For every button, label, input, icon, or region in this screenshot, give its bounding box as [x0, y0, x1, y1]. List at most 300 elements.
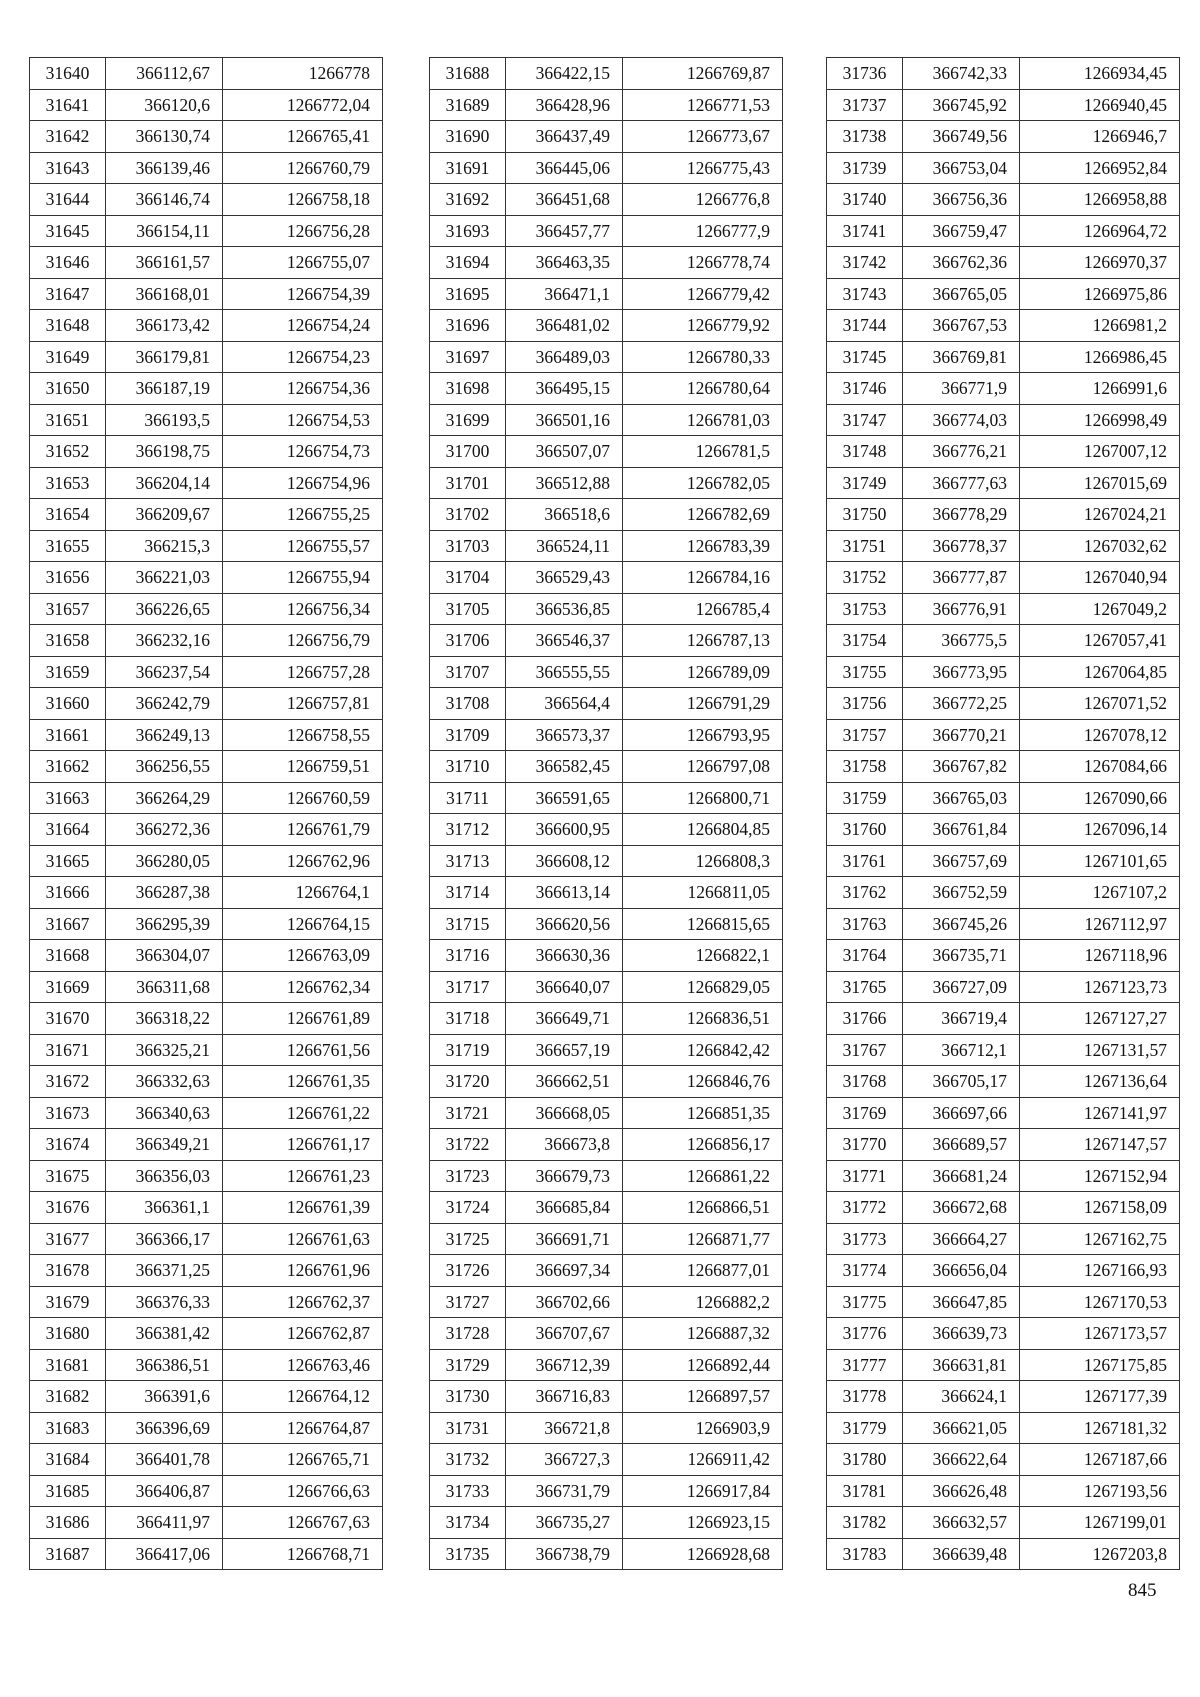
point-number-cell: 31771: [827, 1160, 903, 1192]
point-number-cell: 31669: [30, 971, 106, 1003]
page-number: 845: [1128, 1580, 1157, 1601]
x-coordinate-cell: 366776,91: [903, 593, 1020, 625]
point-number-cell: 31652: [30, 436, 106, 468]
x-coordinate-cell: 366749,56: [903, 121, 1020, 153]
point-number-cell: 31749: [827, 467, 903, 499]
x-coordinate-cell: 366209,67: [106, 499, 223, 531]
table-row: [430, 373, 783, 405]
x-coordinate-cell: 366417,06: [106, 1538, 223, 1570]
y-coordinate-cell: 1266986,45: [1020, 341, 1180, 373]
x-coordinate-cell: 366771,9: [903, 373, 1020, 405]
x-coordinate-cell: 366639,73: [903, 1318, 1020, 1350]
x-coordinate-cell: 366256,55: [106, 751, 223, 783]
x-coordinate-cell: 366340,63: [106, 1097, 223, 1129]
table-row: [30, 530, 383, 562]
x-coordinate-cell: 366647,85: [903, 1286, 1020, 1318]
y-coordinate-cell: 1266991,6: [1020, 373, 1180, 405]
table-row: [827, 1097, 1180, 1129]
table-row: [827, 593, 1180, 625]
table-row: [827, 1255, 1180, 1287]
point-number-cell: 31640: [30, 58, 106, 90]
point-number-cell: 31733: [430, 1475, 506, 1507]
table-row: [430, 877, 783, 909]
point-number-cell: 31755: [827, 656, 903, 688]
y-coordinate-cell: 1267152,94: [1020, 1160, 1180, 1192]
table-row: [827, 908, 1180, 940]
point-number-cell: 31679: [30, 1286, 106, 1318]
table-row: [430, 1286, 783, 1318]
table-row: [430, 1318, 783, 1350]
point-number-cell: 31759: [827, 782, 903, 814]
point-number-cell: 31695: [430, 278, 506, 310]
x-coordinate-cell: 366719,4: [903, 1003, 1020, 1035]
table-row: [430, 1507, 783, 1539]
point-number-cell: 31678: [30, 1255, 106, 1287]
point-number-cell: 31716: [430, 940, 506, 972]
table-row: [30, 593, 383, 625]
point-number-cell: 31648: [30, 310, 106, 342]
x-coordinate-cell: 366765,03: [903, 782, 1020, 814]
y-coordinate-cell: 1266887,32: [623, 1318, 783, 1350]
point-number-cell: 31778: [827, 1381, 903, 1413]
x-coordinate-cell: 366778,37: [903, 530, 1020, 562]
y-coordinate-cell: 1267107,2: [1020, 877, 1180, 909]
y-coordinate-cell: 1267078,12: [1020, 719, 1180, 751]
y-coordinate-cell: 1266764,15: [223, 908, 383, 940]
table-row: [30, 436, 383, 468]
x-coordinate-cell: 366727,09: [903, 971, 1020, 1003]
table-row: [430, 1381, 783, 1413]
y-coordinate-cell: 1266756,79: [223, 625, 383, 657]
table-row: [430, 688, 783, 720]
y-coordinate-cell: 1267015,69: [1020, 467, 1180, 499]
x-coordinate-cell: 366304,07: [106, 940, 223, 972]
point-number-cell: 31658: [30, 625, 106, 657]
point-number-cell: 31753: [827, 593, 903, 625]
point-number-cell: 31670: [30, 1003, 106, 1035]
y-coordinate-cell: 1266773,67: [623, 121, 783, 153]
y-coordinate-cell: 1266759,51: [223, 751, 383, 783]
y-coordinate-cell: 1266856,17: [623, 1129, 783, 1161]
table-row: [430, 908, 783, 940]
point-number-cell: 31696: [430, 310, 506, 342]
table-row: [430, 1349, 783, 1381]
y-coordinate-cell: 1266761,89: [223, 1003, 383, 1035]
point-number-cell: 31682: [30, 1381, 106, 1413]
y-coordinate-cell: 1266964,72: [1020, 215, 1180, 247]
table-row: [30, 1507, 383, 1539]
x-coordinate-cell: 366139,46: [106, 152, 223, 184]
table-row: [30, 562, 383, 594]
x-coordinate-cell: 366752,59: [903, 877, 1020, 909]
point-number-cell: 31674: [30, 1129, 106, 1161]
y-coordinate-cell: 1267040,94: [1020, 562, 1180, 594]
table-row: [430, 89, 783, 121]
point-number-cell: 31676: [30, 1192, 106, 1224]
y-coordinate-cell: 1266842,42: [623, 1034, 783, 1066]
table-row: [430, 1097, 783, 1129]
x-coordinate-cell: 366685,84: [506, 1192, 623, 1224]
point-number-cell: 31655: [30, 530, 106, 562]
table-row: [30, 688, 383, 720]
table-row: [827, 215, 1180, 247]
table-row: [827, 971, 1180, 1003]
y-coordinate-cell: 1266778,74: [623, 247, 783, 279]
y-coordinate-cell: 1267049,2: [1020, 593, 1180, 625]
table-row: [30, 908, 383, 940]
table-row: [827, 467, 1180, 499]
table-row: [430, 499, 783, 531]
point-number-cell: 31782: [827, 1507, 903, 1539]
point-number-cell: 31774: [827, 1255, 903, 1287]
y-coordinate-cell: 1266761,35: [223, 1066, 383, 1098]
table-row: [827, 1349, 1180, 1381]
table-row: [827, 1003, 1180, 1035]
table-row: [30, 58, 383, 90]
y-coordinate-cell: 1267084,66: [1020, 751, 1180, 783]
x-coordinate-cell: 366179,81: [106, 341, 223, 373]
y-coordinate-cell: 1267170,53: [1020, 1286, 1180, 1318]
x-coordinate-cell: 366237,54: [106, 656, 223, 688]
x-coordinate-cell: 366280,05: [106, 845, 223, 877]
point-number-cell: 31712: [430, 814, 506, 846]
point-number-cell: 31705: [430, 593, 506, 625]
point-number-cell: 31754: [827, 625, 903, 657]
y-coordinate-cell: 1266928,68: [623, 1538, 783, 1570]
point-number-cell: 31643: [30, 152, 106, 184]
y-coordinate-cell: 1266917,84: [623, 1475, 783, 1507]
point-number-cell: 31641: [30, 89, 106, 121]
point-number-cell: 31702: [430, 499, 506, 531]
x-coordinate-cell: 366215,3: [106, 530, 223, 562]
y-coordinate-cell: 1267193,56: [1020, 1475, 1180, 1507]
coordinate-table-3: [826, 57, 1180, 1570]
table-row: [430, 1003, 783, 1035]
point-number-cell: 31664: [30, 814, 106, 846]
x-coordinate-cell: 366767,82: [903, 751, 1020, 783]
table-row: [430, 719, 783, 751]
point-number-cell: 31647: [30, 278, 106, 310]
table-row: [30, 1003, 383, 1035]
table-row: [827, 1538, 1180, 1570]
point-number-cell: 31752: [827, 562, 903, 594]
y-coordinate-cell: 1266757,28: [223, 656, 383, 688]
point-number-cell: 31758: [827, 751, 903, 783]
x-coordinate-cell: 366657,19: [506, 1034, 623, 1066]
x-coordinate-cell: 366756,36: [903, 184, 1020, 216]
point-number-cell: 31671: [30, 1034, 106, 1066]
x-coordinate-cell: 366631,81: [903, 1349, 1020, 1381]
point-number-cell: 31767: [827, 1034, 903, 1066]
point-number-cell: 31657: [30, 593, 106, 625]
point-number-cell: 31644: [30, 184, 106, 216]
table-row: [827, 341, 1180, 373]
table-row: [30, 215, 383, 247]
x-coordinate-cell: 366774,03: [903, 404, 1020, 436]
x-coordinate-cell: 366457,77: [506, 215, 623, 247]
table-row: [430, 845, 783, 877]
point-number-cell: 31770: [827, 1129, 903, 1161]
y-coordinate-cell: 1266781,5: [623, 436, 783, 468]
table-row: [30, 877, 383, 909]
y-coordinate-cell: 1266782,05: [623, 467, 783, 499]
x-coordinate-cell: 366656,04: [903, 1255, 1020, 1287]
table-row: [430, 1223, 783, 1255]
table-row: [827, 1286, 1180, 1318]
x-coordinate-cell: 366640,07: [506, 971, 623, 1003]
table-row: [430, 1538, 783, 1570]
x-coordinate-cell: 366765,05: [903, 278, 1020, 310]
y-coordinate-cell: 1267071,52: [1020, 688, 1180, 720]
point-number-cell: 31721: [430, 1097, 506, 1129]
y-coordinate-cell: 1266776,8: [623, 184, 783, 216]
point-number-cell: 31750: [827, 499, 903, 531]
x-coordinate-cell: 366621,05: [903, 1412, 1020, 1444]
x-coordinate-cell: 366613,14: [506, 877, 623, 909]
y-coordinate-cell: 1266877,01: [623, 1255, 783, 1287]
point-number-cell: 31703: [430, 530, 506, 562]
table-row: [30, 341, 383, 373]
x-coordinate-cell: 366773,95: [903, 656, 1020, 688]
y-coordinate-cell: 1266804,85: [623, 814, 783, 846]
point-number-cell: 31720: [430, 1066, 506, 1098]
x-coordinate-cell: 366226,65: [106, 593, 223, 625]
point-number-cell: 31673: [30, 1097, 106, 1129]
table-row: [30, 1538, 383, 1570]
x-coordinate-cell: 366777,63: [903, 467, 1020, 499]
x-coordinate-cell: 366777,87: [903, 562, 1020, 594]
y-coordinate-cell: 1267064,85: [1020, 656, 1180, 688]
y-coordinate-cell: 1266783,39: [623, 530, 783, 562]
y-coordinate-cell: 1266754,23: [223, 341, 383, 373]
y-coordinate-cell: 1266784,16: [623, 562, 783, 594]
table-row: [827, 814, 1180, 846]
y-coordinate-cell: 1266756,28: [223, 215, 383, 247]
y-coordinate-cell: 1267173,57: [1020, 1318, 1180, 1350]
x-coordinate-cell: 366428,96: [506, 89, 623, 121]
table-row: [30, 467, 383, 499]
table-row: [30, 814, 383, 846]
y-coordinate-cell: 1266934,45: [1020, 58, 1180, 90]
point-number-cell: 31665: [30, 845, 106, 877]
table-row: [30, 1475, 383, 1507]
y-coordinate-cell: 1266911,42: [623, 1444, 783, 1476]
point-number-cell: 31693: [430, 215, 506, 247]
x-coordinate-cell: 366198,75: [106, 436, 223, 468]
y-coordinate-cell: 1266780,64: [623, 373, 783, 405]
y-coordinate-cell: 1267203,8: [1020, 1538, 1180, 1570]
table-row: [827, 278, 1180, 310]
point-number-cell: 31660: [30, 688, 106, 720]
y-coordinate-cell: 1266762,96: [223, 845, 383, 877]
y-coordinate-cell: 1267007,12: [1020, 436, 1180, 468]
y-coordinate-cell: 1267123,73: [1020, 971, 1180, 1003]
table-row: [827, 1160, 1180, 1192]
point-number-cell: 31700: [430, 436, 506, 468]
point-number-cell: 31694: [430, 247, 506, 279]
point-number-cell: 31661: [30, 719, 106, 751]
y-coordinate-cell: 1266775,43: [623, 152, 783, 184]
table-row: [430, 467, 783, 499]
point-number-cell: 31769: [827, 1097, 903, 1129]
x-coordinate-cell: 366396,69: [106, 1412, 223, 1444]
table-row: [827, 688, 1180, 720]
table-row: [30, 152, 383, 184]
x-coordinate-cell: 366146,74: [106, 184, 223, 216]
y-coordinate-cell: 1267147,57: [1020, 1129, 1180, 1161]
point-number-cell: 31737: [827, 89, 903, 121]
y-coordinate-cell: 1266765,41: [223, 121, 383, 153]
x-coordinate-cell: 366311,68: [106, 971, 223, 1003]
y-coordinate-cell: 1266761,17: [223, 1129, 383, 1161]
x-coordinate-cell: 366204,14: [106, 467, 223, 499]
x-coordinate-cell: 366518,6: [506, 499, 623, 531]
x-coordinate-cell: 366221,03: [106, 562, 223, 594]
y-coordinate-cell: 1266791,29: [623, 688, 783, 720]
table-row: [827, 89, 1180, 121]
table-row: [30, 719, 383, 751]
point-number-cell: 31663: [30, 782, 106, 814]
y-coordinate-cell: 1266903,9: [623, 1412, 783, 1444]
x-coordinate-cell: 366632,57: [903, 1507, 1020, 1539]
point-number-cell: 31709: [430, 719, 506, 751]
table-row: [30, 184, 383, 216]
x-coordinate-cell: 366742,33: [903, 58, 1020, 90]
x-coordinate-cell: 366411,97: [106, 1507, 223, 1539]
point-number-cell: 31667: [30, 908, 106, 940]
point-number-cell: 31756: [827, 688, 903, 720]
x-coordinate-cell: 366689,57: [903, 1129, 1020, 1161]
table-row: [30, 971, 383, 1003]
table-row: [430, 593, 783, 625]
point-number-cell: 31736: [827, 58, 903, 90]
y-coordinate-cell: 1267118,96: [1020, 940, 1180, 972]
x-coordinate-cell: 366769,81: [903, 341, 1020, 373]
point-number-cell: 31734: [430, 1507, 506, 1539]
table-row: [827, 1444, 1180, 1476]
x-coordinate-cell: 366112,67: [106, 58, 223, 90]
table-row: [30, 373, 383, 405]
point-number-cell: 31751: [827, 530, 903, 562]
x-coordinate-cell: 366376,33: [106, 1286, 223, 1318]
point-number-cell: 31687: [30, 1538, 106, 1570]
x-coordinate-cell: 366471,1: [506, 278, 623, 310]
table-row: [827, 310, 1180, 342]
x-coordinate-cell: 366529,43: [506, 562, 623, 594]
point-number-cell: 31691: [430, 152, 506, 184]
table-row: [827, 373, 1180, 405]
y-coordinate-cell: 1266761,63: [223, 1223, 383, 1255]
y-coordinate-cell: 1267057,41: [1020, 625, 1180, 657]
point-number-cell: 31719: [430, 1034, 506, 1066]
y-coordinate-cell: 1266975,86: [1020, 278, 1180, 310]
x-coordinate-cell: 366356,03: [106, 1160, 223, 1192]
point-number-cell: 31729: [430, 1349, 506, 1381]
y-coordinate-cell: 1267181,32: [1020, 1412, 1180, 1444]
y-coordinate-cell: 1266779,92: [623, 310, 783, 342]
y-coordinate-cell: 1266762,87: [223, 1318, 383, 1350]
x-coordinate-cell: 366772,25: [903, 688, 1020, 720]
table-row: [827, 499, 1180, 531]
x-coordinate-cell: 366371,25: [106, 1255, 223, 1287]
y-coordinate-cell: 1266811,05: [623, 877, 783, 909]
x-coordinate-cell: 366555,55: [506, 656, 623, 688]
table-row: [30, 1097, 383, 1129]
table-row: [30, 1412, 383, 1444]
point-number-cell: 31685: [30, 1475, 106, 1507]
y-coordinate-cell: 1267090,66: [1020, 782, 1180, 814]
y-coordinate-cell: 1267187,66: [1020, 1444, 1180, 1476]
table-row: [30, 89, 383, 121]
point-number-cell: 31672: [30, 1066, 106, 1098]
y-coordinate-cell: 1266757,81: [223, 688, 383, 720]
y-coordinate-cell: 1266765,71: [223, 1444, 383, 1476]
y-coordinate-cell: 1266755,07: [223, 247, 383, 279]
point-number-cell: 31699: [430, 404, 506, 436]
y-coordinate-cell: 1266756,34: [223, 593, 383, 625]
point-number-cell: 31692: [430, 184, 506, 216]
x-coordinate-cell: 366735,71: [903, 940, 1020, 972]
y-coordinate-cell: 1266981,2: [1020, 310, 1180, 342]
x-coordinate-cell: 366507,07: [506, 436, 623, 468]
x-coordinate-cell: 366626,48: [903, 1475, 1020, 1507]
point-number-cell: 31711: [430, 782, 506, 814]
table-row: [827, 1412, 1180, 1444]
x-coordinate-cell: 366287,38: [106, 877, 223, 909]
y-coordinate-cell: 1267136,64: [1020, 1066, 1180, 1098]
y-coordinate-cell: 1266846,76: [623, 1066, 783, 1098]
table-row: [430, 562, 783, 594]
y-coordinate-cell: 1267166,93: [1020, 1255, 1180, 1287]
y-coordinate-cell: 1266760,59: [223, 782, 383, 814]
x-coordinate-cell: 366672,68: [903, 1192, 1020, 1224]
table-row: [30, 1223, 383, 1255]
y-coordinate-cell: 1266761,23: [223, 1160, 383, 1192]
y-coordinate-cell: 1266861,22: [623, 1160, 783, 1192]
y-coordinate-cell: 1266763,46: [223, 1349, 383, 1381]
table-row: [827, 58, 1180, 90]
table-row: [430, 656, 783, 688]
table-row: [827, 530, 1180, 562]
x-coordinate-cell: 366264,29: [106, 782, 223, 814]
point-number-cell: 31726: [430, 1255, 506, 1287]
x-coordinate-cell: 366546,37: [506, 625, 623, 657]
x-coordinate-cell: 366668,05: [506, 1097, 623, 1129]
point-number-cell: 31706: [430, 625, 506, 657]
point-number-cell: 31764: [827, 940, 903, 972]
point-number-cell: 31690: [430, 121, 506, 153]
point-number-cell: 31722: [430, 1129, 506, 1161]
x-coordinate-cell: 366495,15: [506, 373, 623, 405]
y-coordinate-cell: 1267112,97: [1020, 908, 1180, 940]
table-row: [30, 1129, 383, 1161]
y-coordinate-cell: 1267162,75: [1020, 1223, 1180, 1255]
x-coordinate-cell: 366406,87: [106, 1475, 223, 1507]
point-number-cell: 31698: [430, 373, 506, 405]
table-row: [30, 845, 383, 877]
x-coordinate-cell: 366738,79: [506, 1538, 623, 1570]
point-number-cell: 31680: [30, 1318, 106, 1350]
y-coordinate-cell: 1266789,09: [623, 656, 783, 688]
y-coordinate-cell: 1266829,05: [623, 971, 783, 1003]
y-coordinate-cell: 1266782,69: [623, 499, 783, 531]
point-number-cell: 31760: [827, 814, 903, 846]
x-coordinate-cell: 366620,56: [506, 908, 623, 940]
x-coordinate-cell: 366401,78: [106, 1444, 223, 1476]
y-coordinate-cell: 1266768,71: [223, 1538, 383, 1570]
x-coordinate-cell: 366536,85: [506, 593, 623, 625]
y-coordinate-cell: 1266772,04: [223, 89, 383, 121]
